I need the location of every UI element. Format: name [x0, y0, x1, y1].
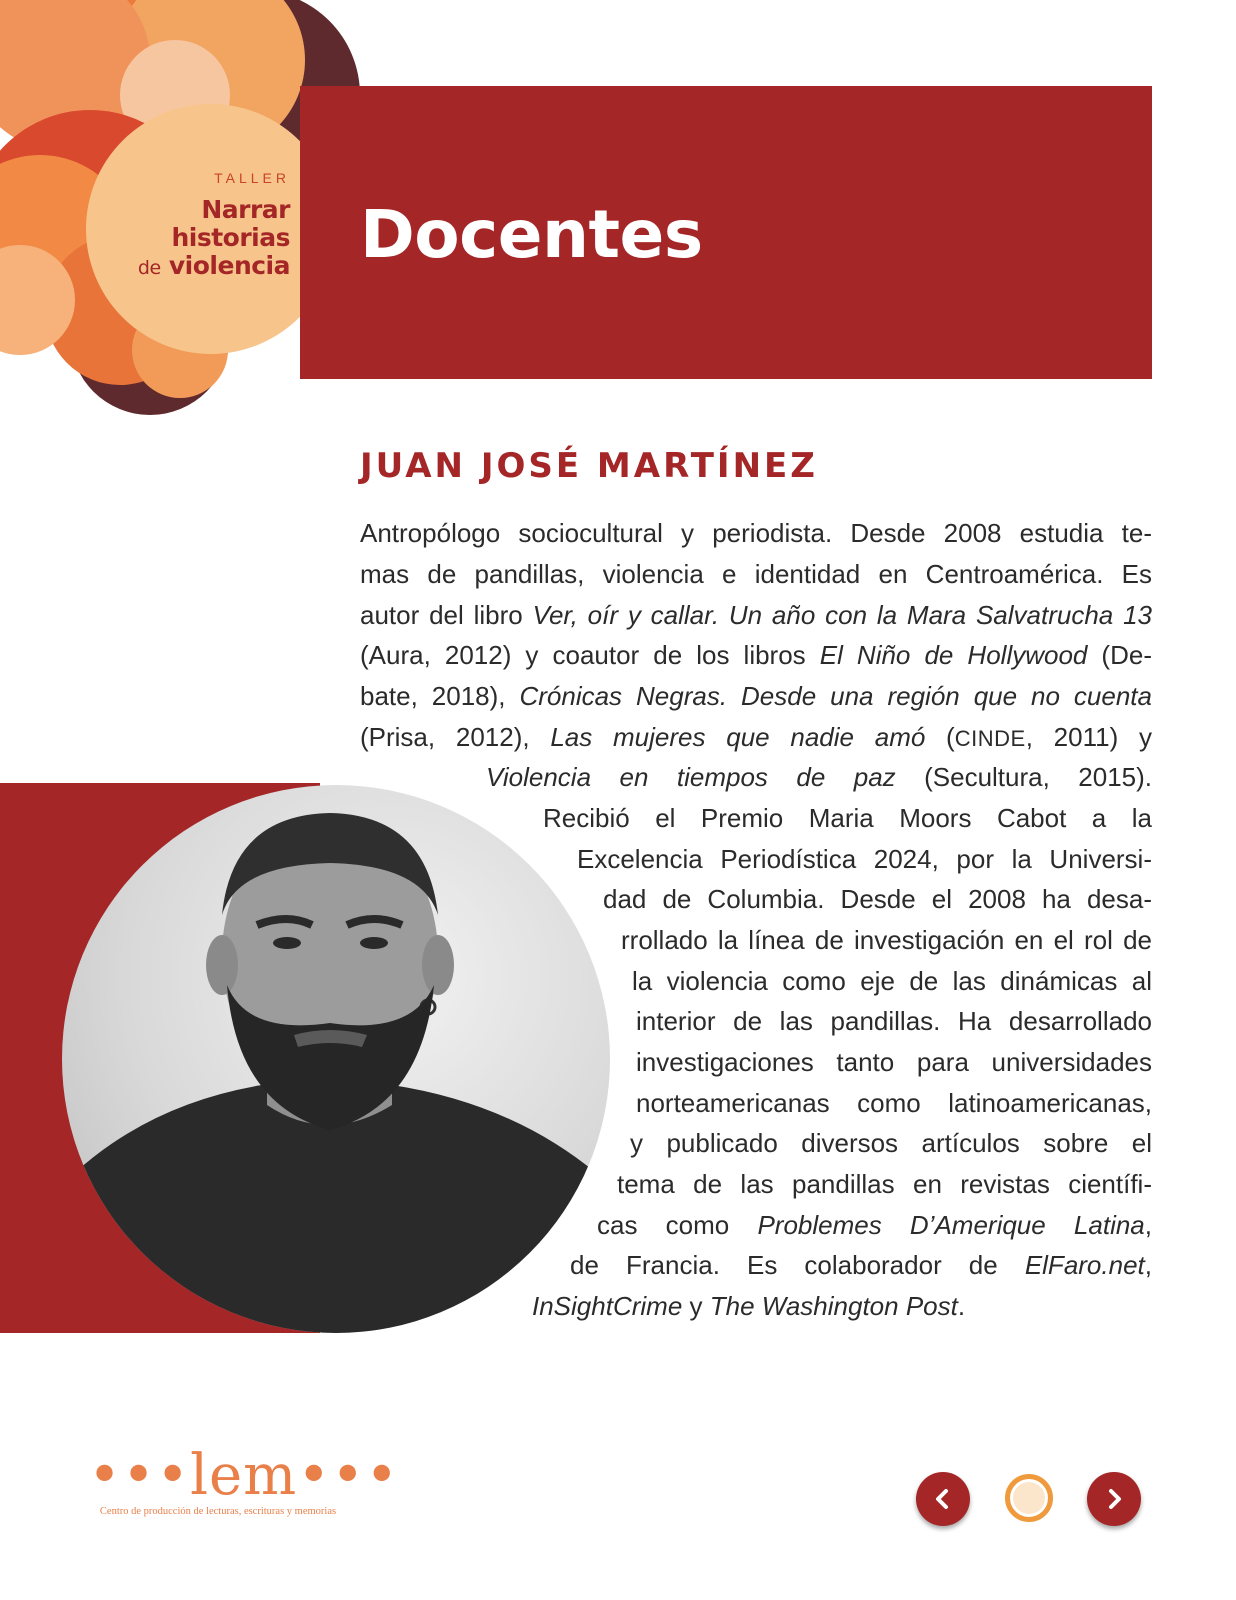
badge-line-1: Narrar — [201, 195, 290, 224]
badge-line-2: historias — [171, 223, 290, 252]
bio-line: la violencia como eje de las dinámicas al — [632, 966, 1152, 996]
prev-page-button[interactable] — [916, 1472, 970, 1526]
bio-line: Recibió el Premio Maria Moors Cabot a la — [543, 803, 1152, 833]
bio-line: norteamericanas como latinoamericanas, — [636, 1088, 1152, 1118]
outlet-name: InSightCrime — [532, 1291, 683, 1321]
home-button[interactable] — [1005, 1474, 1053, 1522]
chevron-right-icon — [1104, 1488, 1124, 1510]
portrait-illustration — [62, 785, 610, 1333]
bio-line: rrollado la línea de investigación en el rol de — [621, 925, 1152, 955]
bio-line: investigaciones tanto para universidades — [636, 1047, 1152, 1077]
docente-name: JUAN JOSÉ MARTÍNEZ — [360, 446, 818, 486]
bio-line: Violencia en tiempos de paz (Secultura, 2015). — [486, 762, 1153, 792]
bio-line: InSightCrime y The Washington Post. — [532, 1291, 966, 1321]
badge-line-3-word: violencia — [168, 251, 290, 280]
badge-line-3-prefix: de — [137, 257, 161, 279]
book-title: Las mujeres que nadie amó — [550, 722, 926, 752]
bio-line: cas como Problemes D’Amerique Latina, — [597, 1210, 1152, 1240]
lem-logo — [88, 1443, 400, 1518]
bio-line: mas de pandillas, violencia e identidad en Centroamérica. Es — [360, 559, 1152, 589]
lem-logo-subtitle: Centro de producción de lecturas, escrituras y memorias — [99, 1506, 337, 1517]
book-title: Violencia en tiempos de paz — [486, 762, 896, 792]
bio-line: dad de Columbia. Desde el 2008 ha desa- — [603, 884, 1152, 914]
bio-line: bate, 2018), Crónicas Negras. Desde una región que no cuenta — [360, 681, 1152, 711]
bio-line: de Francia. Es colaborador de ElFaro.net, — [570, 1250, 1152, 1280]
badge-workshop-title — [110, 196, 290, 282]
book-title: Crónicas Negras. Desde una región que no cuenta — [519, 681, 1152, 711]
chevron-left-icon — [933, 1488, 953, 1510]
lem-logo-word: •••lem••• — [88, 1443, 400, 1508]
bio-line: Excelencia Periodística 2024, por la Universi- — [577, 844, 1152, 874]
bio-line: interior de las pandillas. Ha desarrollado — [636, 1006, 1152, 1036]
book-title: El Niño de Hollywood — [819, 640, 1088, 670]
outlet-name: The Washington Post — [709, 1291, 958, 1321]
bio-line: (Aura, 2012) y coautor de los libros El Niño de Hollywood (De- — [360, 640, 1152, 670]
portrait-photo — [62, 785, 610, 1333]
page-title: Docentes — [360, 196, 703, 273]
bio-line: autor del libro Ver, oír y callar. Un año con la Mara Salvatrucha 13 — [360, 600, 1153, 630]
next-page-button[interactable] — [1087, 1472, 1141, 1526]
book-title: Ver, oír y callar. Un año con la Mara Salvatrucha 13 — [532, 600, 1153, 630]
bio-line: Antropólogo sociocultural y periodista. Desde 2008 estudia te- — [360, 518, 1152, 548]
bio-line: y publicado diversos artículos sobre el — [630, 1128, 1152, 1158]
journal-title: Problemes D’Amerique Latina — [757, 1210, 1145, 1240]
badge-taller-label: TALLER — [214, 170, 290, 186]
bio-line: (Prisa, 2012), Las mujeres que nadie amó (CINDE, 2011) y — [360, 722, 1152, 752]
bio-line: tema de las pandillas en revistas científi- — [617, 1169, 1152, 1199]
badge-line-3 — [110, 252, 290, 282]
outlet-name: ElFaro.net — [1024, 1250, 1145, 1280]
